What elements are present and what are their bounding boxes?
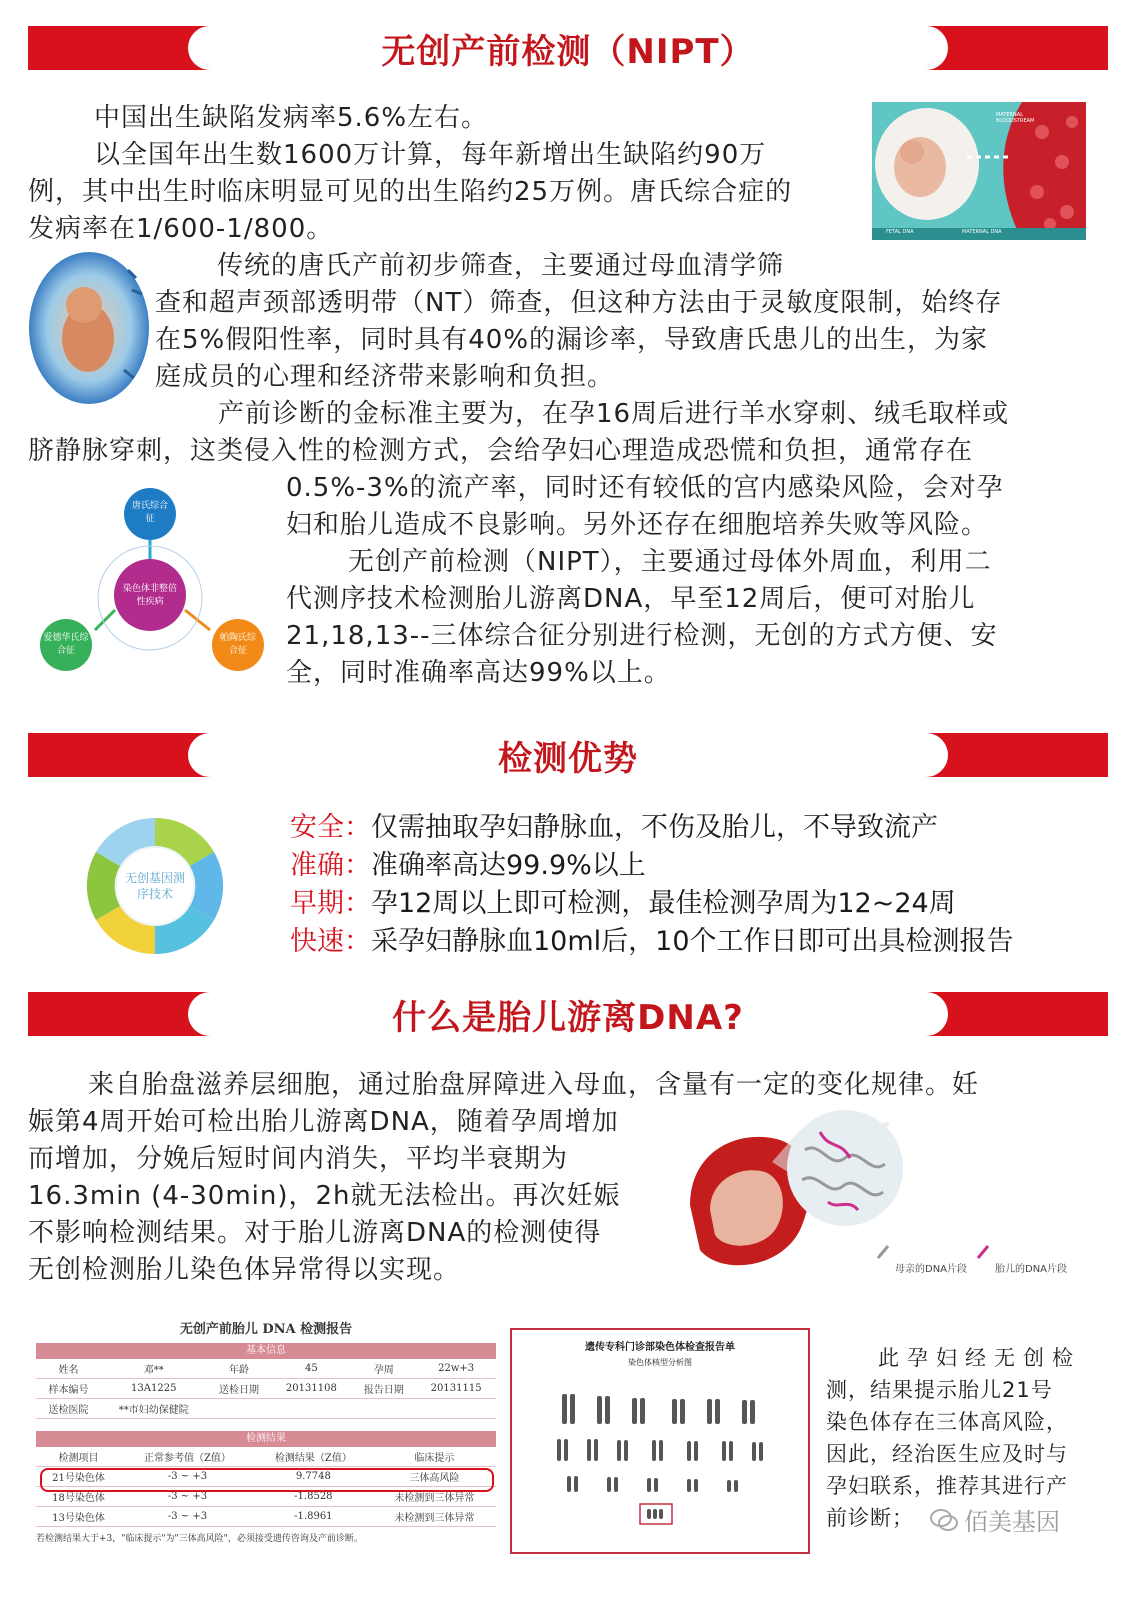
report-result-header-row — [36, 1447, 496, 1467]
intro-p3-line: 查和超声颈部透明带（NT）筛查，但这种方法由于灵敏度限制，始终存 — [155, 288, 1003, 318]
karyotype-title: 遗传专科门诊部染色体检查报告单 — [585, 1342, 735, 1353]
aneuploidy-center-label: 染色体非整倍性疾病 — [122, 584, 177, 607]
fetus-dna-legend: 胎儿的DNA片段 — [995, 1264, 1068, 1275]
intro-block-2 — [155, 248, 1095, 396]
report-column-header: 检测结果（Z值） — [254, 1447, 373, 1467]
intro-p3-line: 在5%假阳性率，同时具有40%的漏诊率，导致唐氏患儿的出生，为家 — [155, 325, 989, 355]
intro-p4-line: 0.5%-3%的流产率，同时还有较低的宫内感染风险，会对孕 — [286, 473, 1004, 503]
sequencing-ring-illustration — [80, 808, 230, 958]
cfdna-line: 来自胎盘滋养层细胞，通过胎盘屏障进入母血，含量有一定的变化规律。妊 — [88, 1070, 980, 1100]
report-cell: 9.7748 — [254, 1467, 373, 1487]
report-title: 无创产前胎儿 DNA 检测报告 — [179, 1322, 353, 1337]
report-cell: 邓** — [101, 1359, 207, 1379]
report-cell: 18号染色体 — [36, 1487, 121, 1507]
fetal-dna-label: FETAL DNA — [886, 229, 914, 235]
intro-p5-line: 代测序技术检测胎儿游离DNA，早至12周后，便可对胎儿 — [286, 584, 976, 614]
cfdna-line: 而增加，分娩后短时间内消失，平均半衰期为 — [28, 1144, 569, 1174]
report-cell: 13号染色体 — [36, 1507, 121, 1527]
report-cell: 送检日期 — [207, 1379, 272, 1399]
report-column-header: 临床提示 — [373, 1447, 496, 1467]
intro-p4-line: 脐静脉穿刺，这类侵入性的检测方式，会给孕妇心理造成恐慌和负担，通常存在 — [28, 436, 974, 466]
conclusion-line: 测，结果提示胎儿21号 — [826, 1378, 1053, 1402]
report-basic-header: 基本信息 — [36, 1343, 496, 1359]
karyotype-graphic — [512, 1374, 802, 1534]
report-basic-row — [36, 1359, 496, 1379]
report-cell: 45 — [272, 1359, 352, 1379]
report-cell: -1.8528 — [254, 1487, 373, 1507]
report-result-header: 检测结果 — [36, 1431, 496, 1447]
intro-p2-line: 以全国年出生数1600万计算，每年新增出生缺陷约90万 — [94, 140, 767, 170]
intro-p1: 中国出生缺陷发病率5.6%左右。 — [94, 103, 489, 133]
intro-p5-line: 全，同时准确率高达99%以上。 — [286, 658, 671, 688]
section-banner-nipt — [28, 26, 1108, 70]
highlight-box — [40, 1468, 494, 1492]
advantage-text: 仅需抽取孕妇静脉血，不伤及胎儿，不导致流产 — [371, 812, 938, 843]
report-basic-row — [36, 1399, 496, 1419]
report-basic-row — [36, 1379, 496, 1399]
intro-p5-line: 无创产前检测（NIPT），主要通过母体外周血，利用二 — [348, 547, 992, 577]
report-cell: -3 ~ +3 — [121, 1487, 254, 1507]
report-cell — [272, 1399, 352, 1419]
report-cell: 孕周 — [351, 1359, 416, 1379]
advantage-item — [290, 923, 1014, 961]
report-cell: 样本编号 — [36, 1379, 101, 1399]
conclusion-line: 此孕妇经无创检 — [878, 1346, 1081, 1370]
report-cell: 21号染色体 — [36, 1467, 121, 1487]
section-title-advantage: 检测优势 — [498, 738, 638, 779]
report-cell: 13A1225 — [101, 1379, 207, 1399]
advantage-item — [290, 847, 1014, 885]
advantages-list — [290, 809, 1014, 961]
report-cell: 年龄 — [207, 1359, 272, 1379]
mother-dna-legend: 母亲的DNA片段 — [895, 1264, 968, 1275]
advantage-key: 早期： — [290, 888, 371, 919]
conclusion-line: 前诊断； — [826, 1506, 914, 1530]
fetus-illustration — [28, 250, 150, 406]
intro-p2-line: 例，其中出生时临床明显可见的出生陷约25万例。唐氏综合症的 — [28, 177, 793, 207]
bloodstream-label: MATERNAL BLOODSTREAM — [996, 112, 1035, 124]
report-footnote: 若检测结果大于+3，"临床提示"为"三体高风险"，必须接受遗传咨询及产前诊断。 — [36, 1534, 363, 1544]
karyotype-subtitle: 染色体核型分析图 — [628, 1358, 692, 1367]
report-cell: -3 ~ +3 — [121, 1467, 254, 1487]
cfdna-line: 16.3min (4-30min)，2h就无法检出。再次妊娠 — [28, 1181, 621, 1211]
intro-block-1 — [28, 100, 868, 248]
report-cell — [207, 1399, 272, 1419]
intro-block-4 — [286, 544, 1096, 692]
intro-p4-line: 产前诊断的金标准主要为，在孕16周后进行羊水穿刺、绒毛取样或 — [218, 399, 1010, 429]
report-column-header: 检测项目 — [36, 1447, 121, 1467]
intro-p2-line: 发病率在1/600-1/800。 — [28, 214, 334, 244]
report-cell: **市妇幼保健院 — [101, 1399, 207, 1419]
intro-p4-line: 妇和胎儿造成不良影响。另外还存在细胞培养失败等风险。 — [286, 510, 989, 540]
report-cell: 三体高风险 — [373, 1467, 496, 1487]
report-cell: 22w+3 — [416, 1359, 496, 1379]
aneuploidy-diagram — [30, 480, 275, 680]
intro-p5-line: 21,18,13--三体综合征分别进行检测，无创的方式方便、安 — [286, 621, 998, 651]
nipt-report — [36, 1318, 496, 1548]
advantage-text: 孕12周以上即可检测，最佳检测孕周为12~24周 — [371, 888, 956, 919]
report-cell: -1.8961 — [254, 1507, 373, 1527]
conclusion-line: 因此，经治医生应及时与 — [826, 1442, 1068, 1466]
karyotype-report — [510, 1328, 810, 1554]
report-cell: 未检测到三体异常 — [373, 1507, 496, 1527]
watermark — [930, 1502, 1060, 1537]
patau-syndrome-label: 帕陶氏综合征 — [219, 633, 256, 656]
report-cell: 报告日期 — [351, 1379, 416, 1399]
cfdna-line: 娠第4周开始可检出胎儿游离DNA，随着孕周增加 — [28, 1107, 619, 1137]
section-banner-cfdna — [28, 992, 1108, 1036]
maternal-dna-label: MATERNAL DNA — [962, 229, 1002, 235]
cfdna-line: 无创检测胎儿染色体异常得以实现。 — [28, 1255, 461, 1285]
report-cell: 20131115 — [416, 1379, 496, 1399]
ring-center-label: 无创基因测序技术 — [125, 871, 186, 901]
section-banner-advantage — [28, 733, 1108, 777]
section-title-nipt: 无创产前检测（NIPT） — [381, 31, 755, 72]
conclusion-line: 染色体存在三体高风险， — [826, 1410, 1068, 1434]
report-result-row — [36, 1507, 496, 1527]
report-cell: 未检测到三体异常 — [373, 1487, 496, 1507]
advantage-key: 准确： — [290, 850, 371, 881]
report-basic-table — [36, 1359, 496, 1419]
report-cell: 送检医院 — [36, 1399, 101, 1419]
advantage-text: 准确率高达99.9%以上 — [371, 850, 646, 881]
down-syndrome-label: 唐氏综合征 — [131, 501, 168, 524]
report-cell — [416, 1399, 496, 1419]
advantage-key: 安全： — [290, 812, 371, 843]
report-column-header: 正常参考值（Z值） — [121, 1447, 254, 1467]
bloodstream-graphic — [872, 102, 1086, 240]
intro-p3-line: 传统的唐氏产前初步筛查，主要通过母血清学筛 — [217, 251, 785, 281]
wechat-icon — [930, 1508, 958, 1532]
placenta-dna-illustration — [680, 1110, 1080, 1285]
placenta-graphic — [680, 1110, 1080, 1285]
fetus-graphic — [28, 250, 150, 406]
advantage-key: 快速： — [290, 926, 371, 957]
conclusion-line: 孕妇联系，推荐其进行产 — [826, 1474, 1068, 1498]
report-cell — [351, 1399, 416, 1419]
watermark-text: 佰美基因 — [964, 1508, 1060, 1536]
report-cell: 20131108 — [272, 1379, 352, 1399]
report-cell: -3 ~ +3 — [121, 1507, 254, 1527]
cfdna-line: 不影响检测结果。对于胎儿游离DNA的检测使得 — [28, 1218, 602, 1248]
advantage-item — [290, 809, 1014, 847]
advantage-text: 采孕妇静脉血10ml后，10个工作日即可出具检测报告 — [371, 926, 1014, 957]
section-title-cfdna: 什么是胎儿游离DNA? — [392, 997, 744, 1038]
advantage-item — [290, 885, 1014, 923]
edwards-syndrome-label: 爱德华氏综合征 — [43, 633, 89, 656]
intro-p3-line: 庭成员的心理和经济带来影响和负担。 — [155, 362, 615, 392]
maternal-bloodstream-illustration — [872, 102, 1086, 240]
report-cell: 姓名 — [36, 1359, 101, 1379]
